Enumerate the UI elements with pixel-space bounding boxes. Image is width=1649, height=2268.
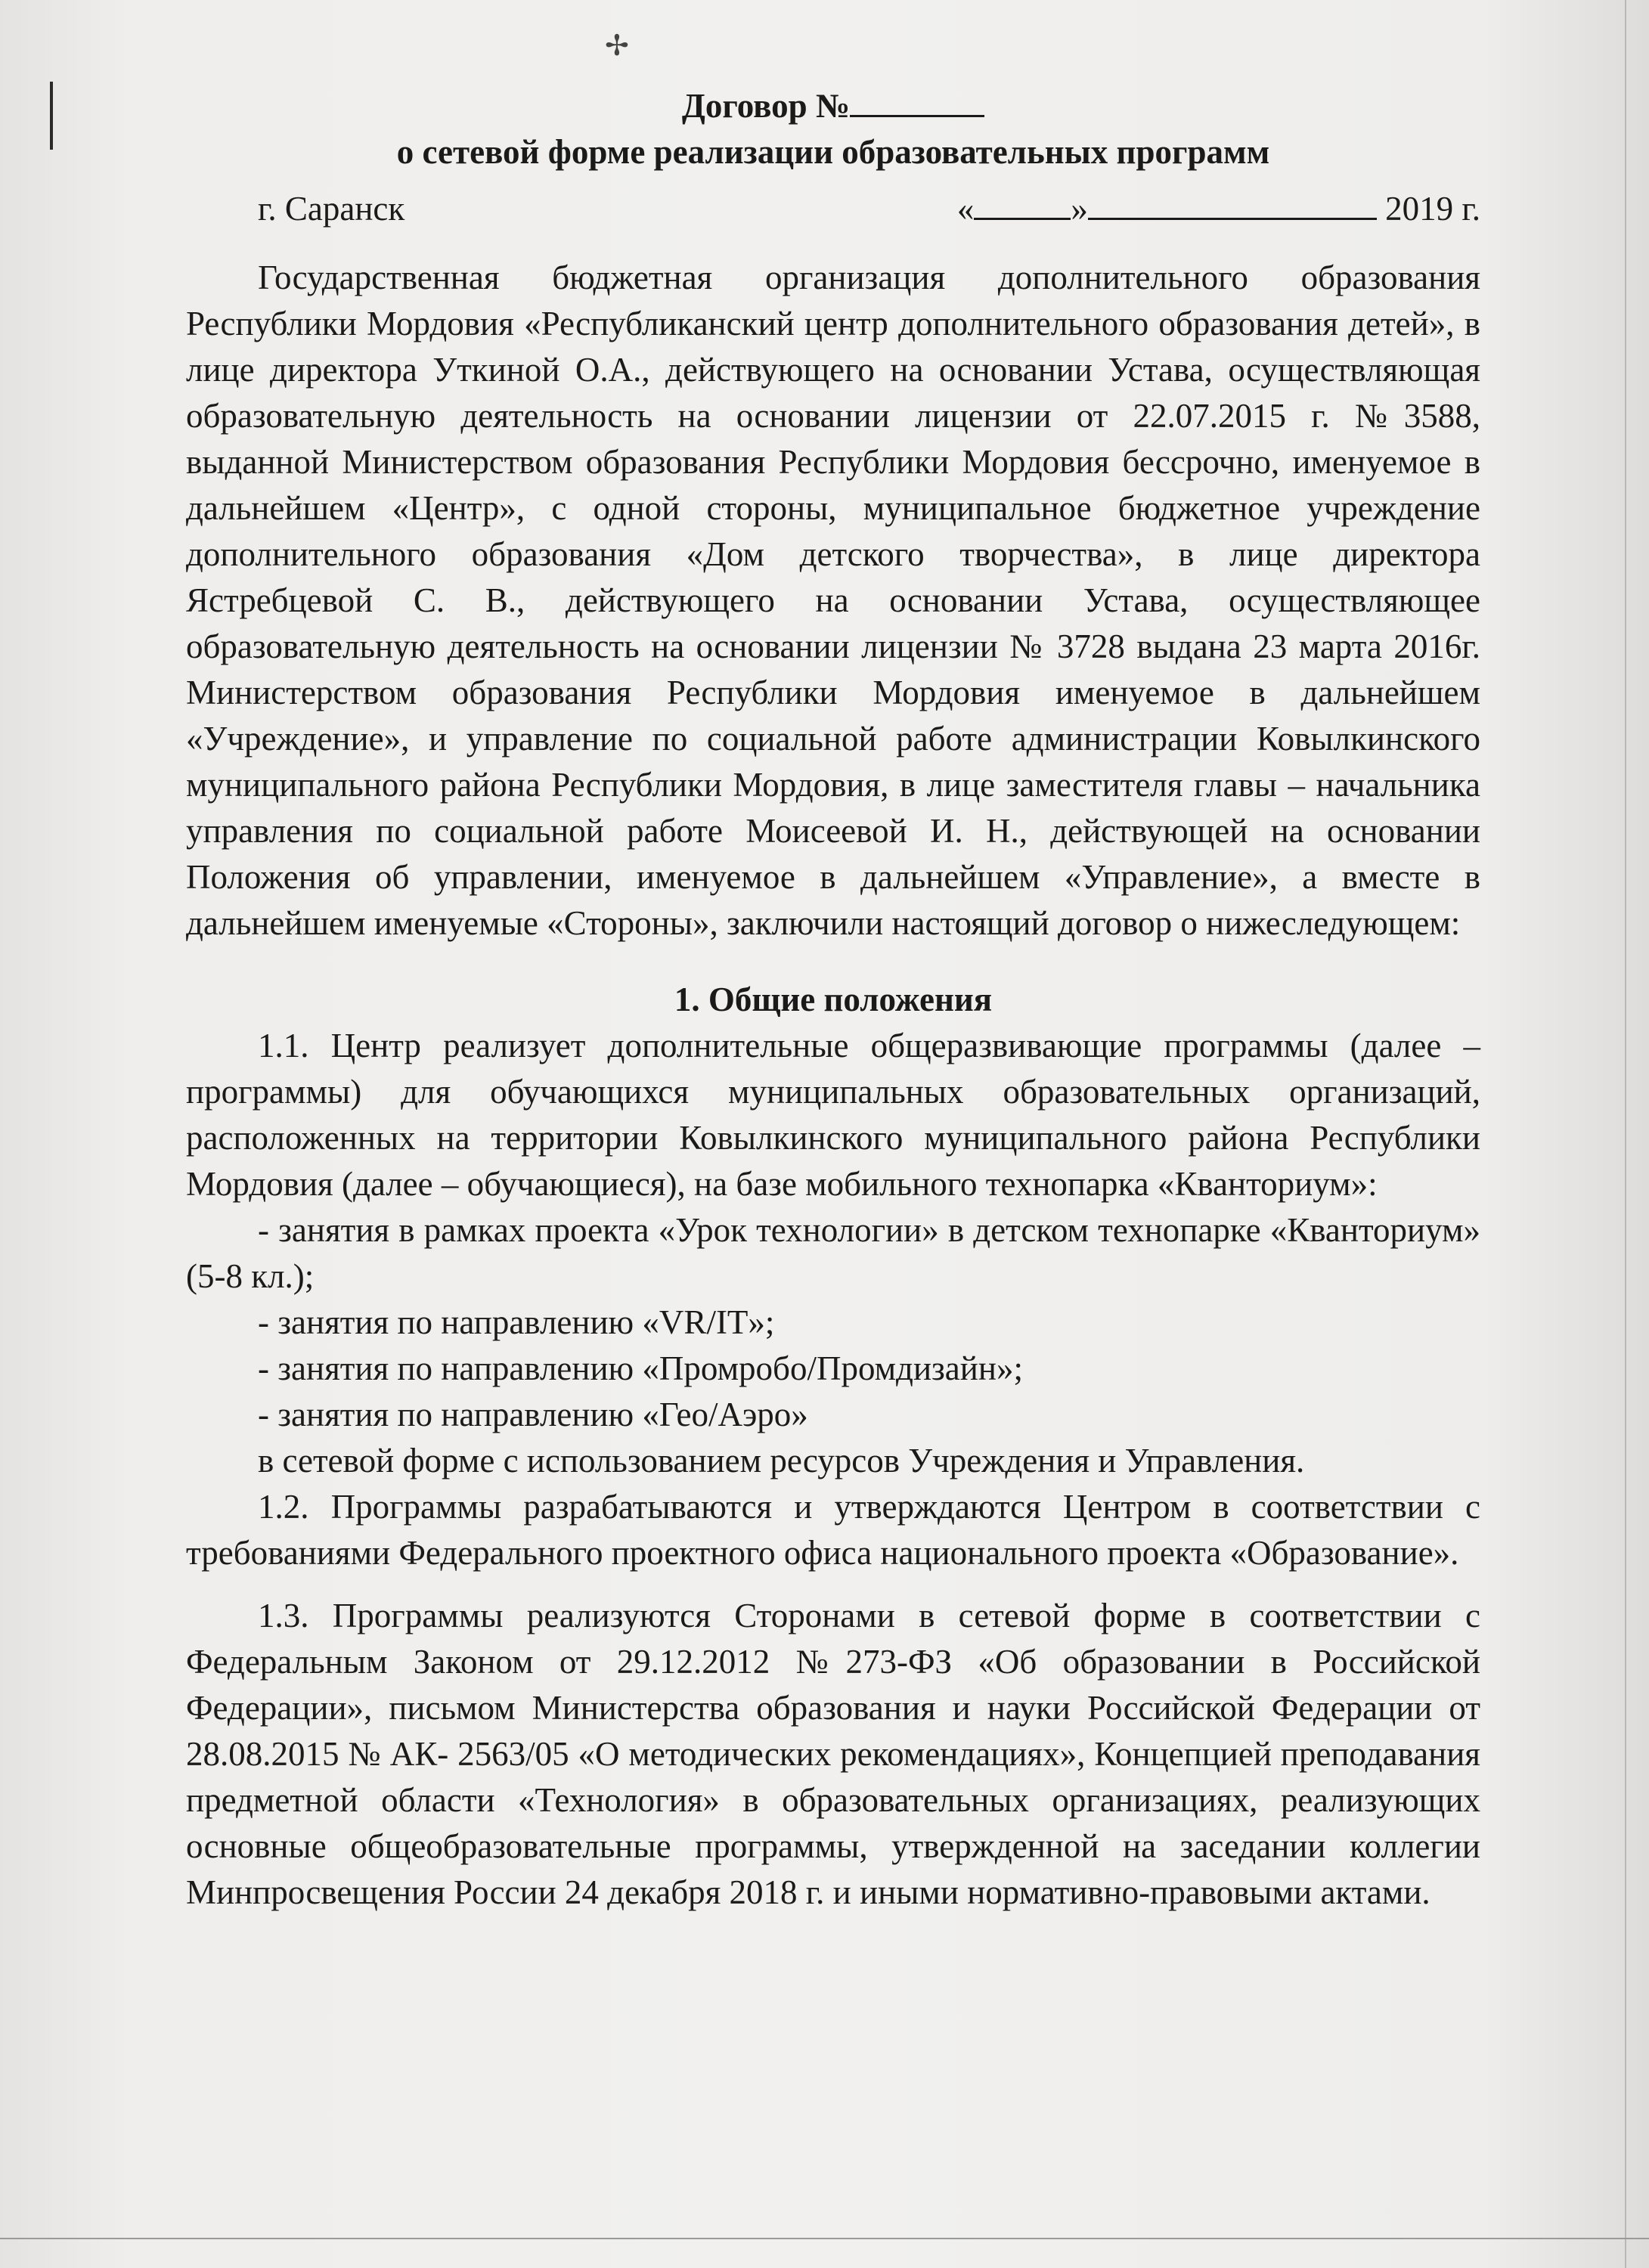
preamble: Государственная бюджетная организация дополнительного образования Республики Мордовия «Республиканский центр дополнительного образования детей», в лице директора Уткиной О.А., действующего на основании Устава, осуществляющая образовательную деятельность на основании лицензии от 22.07.2015 г. №3588, выданной Министерством образования Республики Мордовия бессрочно, именуемое в дальнейшем «Центр», с одной стороны, муниципальное бюджетное учреждение дополнительного образования «Дом детского творчества», в лице директора Ястребцевой С. В., действующего на основании Устава, осуществляющее образовательную деятельность на основании лицензии № 3728 выдана 23 марта 2016г. Министерством образования Республики Мордовия именуемое в дальнейшем «Учреждение», и управление по социальной работе администрации Ковылкинского муниципального района Республики Мордовия, в лице заместителя главы – начальника управления по социальной работе Моисеевой И. Н., действующей на основании Положения об управлении, именуемое в дальнейшем «Управление», а вместе в дальнейшем именуемые «Стороны», заключили настоящий договор о нижеследующем: xyxy=(186,259,1480,942)
document-subtitle: о сетевой форме реализации образовательных программ xyxy=(396,133,1270,171)
day-blank xyxy=(974,186,1071,220)
clause-1-3: 1.3. Программы реализуются Сторонами в сетевой форме в соответствии с Федеральным Законом от 29.12.2012 №273-ФЗ «Об образовании в Российской Федерации», письмом Министерства образования и науки Российской Федерации от 28.08.2015 № АК- 2563/05 «О методических рекомендациях», Концепцией преподавания предметной области «Технология» в образовательных организациях, реализующих основные общеобразовательные программы, утвержденной на заседании коллегии Минпросвещения России 24 декабря 2018 г. и иными нормативно-правовыми актами. xyxy=(186,1597,1480,1911)
list-item: - занятия по направлению «Гео/Аэро» xyxy=(258,1396,808,1433)
city: г. Саранск xyxy=(258,190,405,228)
month-blank xyxy=(1088,186,1377,220)
contract-number-blank xyxy=(850,83,984,117)
list-item: - занятия в рамках проекта «Урок технологии» в детском технопарке «Кванториум» (5-8 кл.); xyxy=(186,1211,1480,1295)
title-line1: Договор № xyxy=(681,87,851,125)
place-date-line xyxy=(186,186,1480,232)
document-body xyxy=(186,83,1480,1916)
punch-mark: ✢ xyxy=(605,30,629,62)
clause-1-1: 1.1. Центр реализует дополнительные общеразвивающие программы (далее – программы) для обучающихся муниципальных образовательных организаций, расположенных на территории Ковылкинского муниципального района Республики Мордовия (далее – обучающиеся), на базе мобильного технопарка «Кванториум»: xyxy=(186,1027,1480,1203)
clause-1-1-end: в сетевой форме с использованием ресурсов Учреждения и Управления. xyxy=(258,1442,1305,1479)
document-title xyxy=(186,83,1480,129)
page-edge-bottom xyxy=(0,2238,1649,2239)
spacer xyxy=(186,1576,1480,1593)
margin-mark xyxy=(50,82,53,150)
clause-1-2: 1.2. Программы разрабатываются и утверждаются Центром в соответствии с требованиями Федерального проектного офиса национального проекта «Образование». xyxy=(186,1488,1480,1572)
list-item: - занятия по направлению «Промробо/Промдизайн»; xyxy=(258,1349,1023,1387)
list-item: - занятия по направлению «VR/IT»; xyxy=(258,1303,775,1341)
page-edge-right xyxy=(1625,0,1626,2268)
section-heading: 1. Общие положения xyxy=(674,981,993,1018)
year: 2019 г. xyxy=(1385,190,1480,228)
contract-date: « » 2019 г. xyxy=(957,186,1480,232)
